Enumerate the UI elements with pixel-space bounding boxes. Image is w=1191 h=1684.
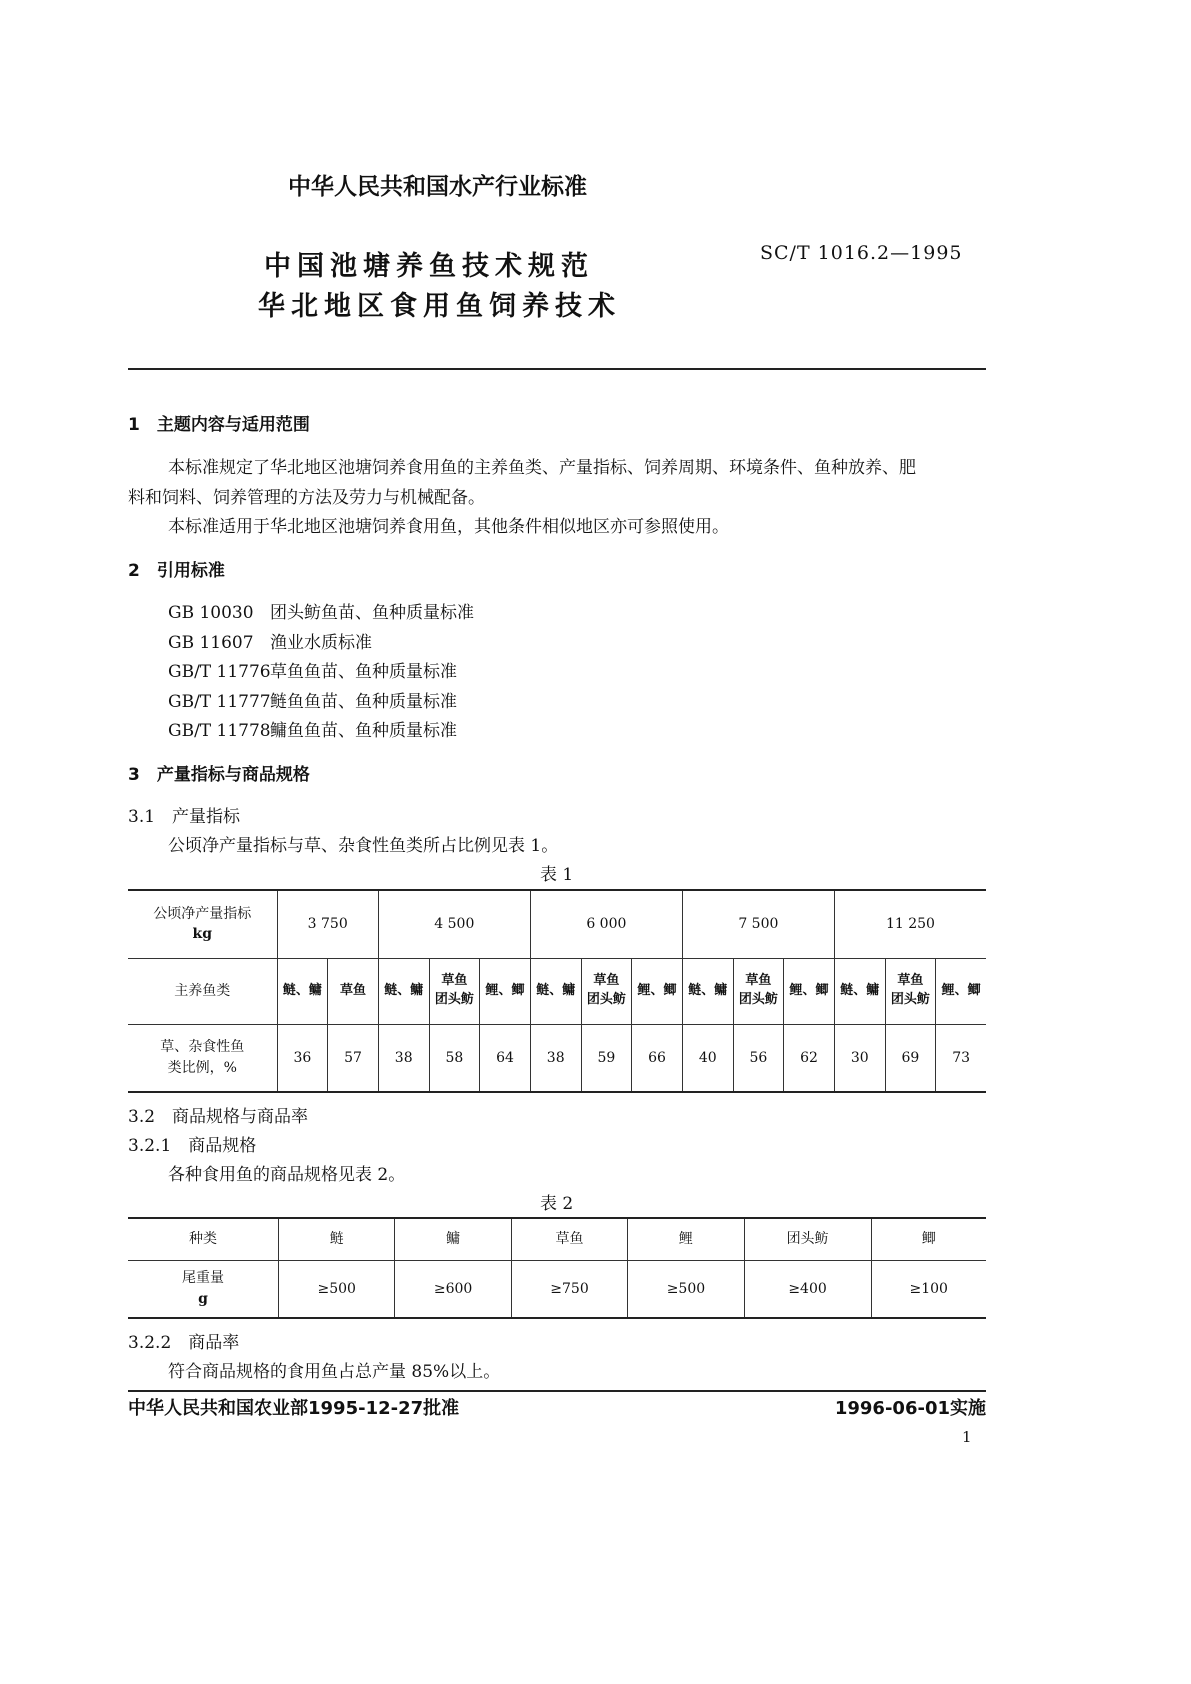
species-cell: 鲤、鲫: [480, 958, 531, 1024]
ratio-cell: 57: [328, 1024, 379, 1092]
title-line-1: 中国池塘养鱼技术规范: [264, 251, 594, 282]
reference-title: 鳙鱼鱼苗、鱼种质量标准: [270, 721, 457, 741]
reference-item: [168, 716, 457, 741]
table-2-caption: 表 2: [540, 1194, 574, 1214]
ratio-cell: 62: [784, 1024, 835, 1092]
yield-value-cell: 6 000: [530, 890, 682, 958]
section-3-2-1-text: 各种食用鱼的商品规格见表 2。: [168, 1165, 406, 1185]
section-3-2-2-heading: 3.2.2 商品率: [128, 1333, 240, 1353]
effective-date: 1996-06-01实施: [834, 1398, 986, 1419]
table-1-caption: 表 1: [540, 865, 574, 885]
ratio-cell: 56: [733, 1024, 784, 1092]
weight-cell: ≥600: [395, 1260, 511, 1318]
species-cell: 草鱼 团头鲂: [885, 958, 936, 1024]
section-1-heading: 1 主题内容与适用范围: [128, 415, 310, 435]
species-cell: 鲤、鲫: [632, 958, 683, 1024]
reference-code: GB 11607: [168, 632, 254, 653]
species-cell: 鳙: [395, 1218, 511, 1260]
species-cell: 鲢、鳙: [277, 958, 328, 1024]
header-divider: [128, 368, 986, 370]
weight-cell: ≥100: [871, 1260, 986, 1318]
species-cell: 草鱼: [511, 1218, 627, 1260]
section-3-1-text: 公顷净产量指标与草、杂食性鱼类所占比例见表 1。: [168, 836, 559, 856]
reference-title: 渔业水质标准: [270, 632, 372, 653]
weight-cell: ≥400: [744, 1260, 871, 1318]
section-1-paragraph-1b: 料和饲料、饲养管理的方法及劳力与机械配备。: [128, 488, 485, 508]
species-cell: 草鱼 团头鲂: [429, 958, 480, 1024]
section-3-2-heading: 3.2 商品规格与商品率: [128, 1107, 309, 1127]
footer-divider: [128, 1390, 986, 1392]
species-cell: 鲤: [628, 1218, 744, 1260]
species-cell: 鲤、鲫: [784, 958, 835, 1024]
ratio-cell: 58: [429, 1024, 480, 1092]
yield-value-cell: 11 250: [834, 890, 986, 958]
yield-value-cell: 4 500: [378, 890, 530, 958]
ratio-cell: 59: [581, 1024, 632, 1092]
species-cell: 鲢、鳙: [530, 958, 581, 1024]
reference-title: 团头鲂鱼苗、鱼种质量标准: [270, 603, 474, 623]
ratio-cell: 40: [682, 1024, 733, 1092]
ratio-cell: 69: [885, 1024, 936, 1092]
weight-label: 尾重量: [182, 1270, 224, 1287]
section-3-2-2-text: 符合商品规格的食用鱼占总产量 85%以上。: [168, 1362, 501, 1382]
species-cell: 草鱼 团头鲂: [733, 958, 784, 1024]
species-cell: 团头鲂: [744, 1218, 871, 1260]
standard-code: SC/T 1016.2—1995: [760, 242, 963, 264]
reference-item: [168, 657, 457, 682]
weight-unit: g: [198, 1290, 208, 1307]
yield-value-cell: 7 500: [682, 890, 834, 958]
species-cell: 草鱼: [328, 958, 379, 1024]
species-cell: 鲢、鳙: [834, 958, 885, 1024]
reference-code: GB 10030: [168, 603, 254, 623]
yield-unit: kg: [192, 926, 213, 943]
ratio-cell: 38: [530, 1024, 581, 1092]
title-line-2: 华北地区食用鱼饲养技术: [258, 291, 621, 322]
section-3-heading: 3 产量指标与商品规格: [128, 765, 310, 785]
yield-value-cell: 3 750: [277, 890, 378, 958]
section-1-paragraph-2: 本标准适用于华北地区池塘饲养食用鱼，其他条件相似地区亦可参照使用。: [168, 517, 729, 537]
section-2-heading: 2 引用标准: [128, 561, 225, 581]
reference-item: [168, 628, 372, 653]
species-cell: 鲢、鳙: [378, 958, 429, 1024]
ratio-cell: 38: [378, 1024, 429, 1092]
ratio-header-cell: [128, 1024, 277, 1092]
section-3-1-heading: 3.1 产量指标: [128, 807, 241, 827]
reference-item: [168, 598, 474, 623]
species-cell: 鲢: [279, 1218, 395, 1260]
ratio-cell: 73: [936, 1024, 986, 1092]
weight-cell: ≥500: [628, 1260, 744, 1318]
table-2: [128, 1217, 986, 1319]
reference-code: GB/T 11777: [168, 691, 271, 712]
page-number: 1: [962, 1428, 972, 1446]
section-3-2-1-heading: 3.2.1 商品规格: [128, 1136, 257, 1156]
weight-cell: ≥500: [279, 1260, 395, 1318]
ratio-unit: 类比例，%: [167, 1059, 237, 1076]
species-cell: 草鱼 团头鲂: [581, 958, 632, 1024]
reference-item: [168, 687, 457, 712]
ratio-cell: 66: [632, 1024, 683, 1092]
yield-label: 公顷净产量指标: [153, 905, 252, 922]
yield-header-cell: [128, 890, 277, 958]
reference-title: 鲢鱼鱼苗、鱼种质量标准: [270, 691, 457, 712]
section-1-paragraph-1a: 本标准规定了华北地区池塘饲养食用鱼的主养鱼类、产量指标、饲养周期、环境条件、鱼种放养、肥: [168, 458, 916, 478]
species-cell: 鲢、鳙: [682, 958, 733, 1024]
species-header-cell: 主养鱼类: [128, 958, 277, 1024]
ratio-cell: 36: [277, 1024, 328, 1092]
ratio-cell: 30: [834, 1024, 885, 1092]
reference-code: GB/T 11776: [168, 662, 271, 682]
ratio-cell: 64: [480, 1024, 531, 1092]
reference-code: GB/T 11778: [168, 721, 271, 741]
approval-date: 中华人民共和国农业部1995-12-27批准: [128, 1398, 460, 1419]
table-1: [128, 889, 986, 1093]
species-header-cell: 种类: [128, 1218, 279, 1260]
species-cell: 鲤、鲫: [936, 958, 986, 1024]
weight-header-cell: [128, 1260, 279, 1318]
reference-title: 草鱼鱼苗、鱼种质量标准: [270, 662, 457, 682]
standard-category: 中华人民共和国水产行业标准: [288, 174, 587, 200]
ratio-label: 草、杂食性鱼: [160, 1039, 245, 1056]
species-cell: 鲫: [871, 1218, 986, 1260]
weight-cell: ≥750: [511, 1260, 627, 1318]
